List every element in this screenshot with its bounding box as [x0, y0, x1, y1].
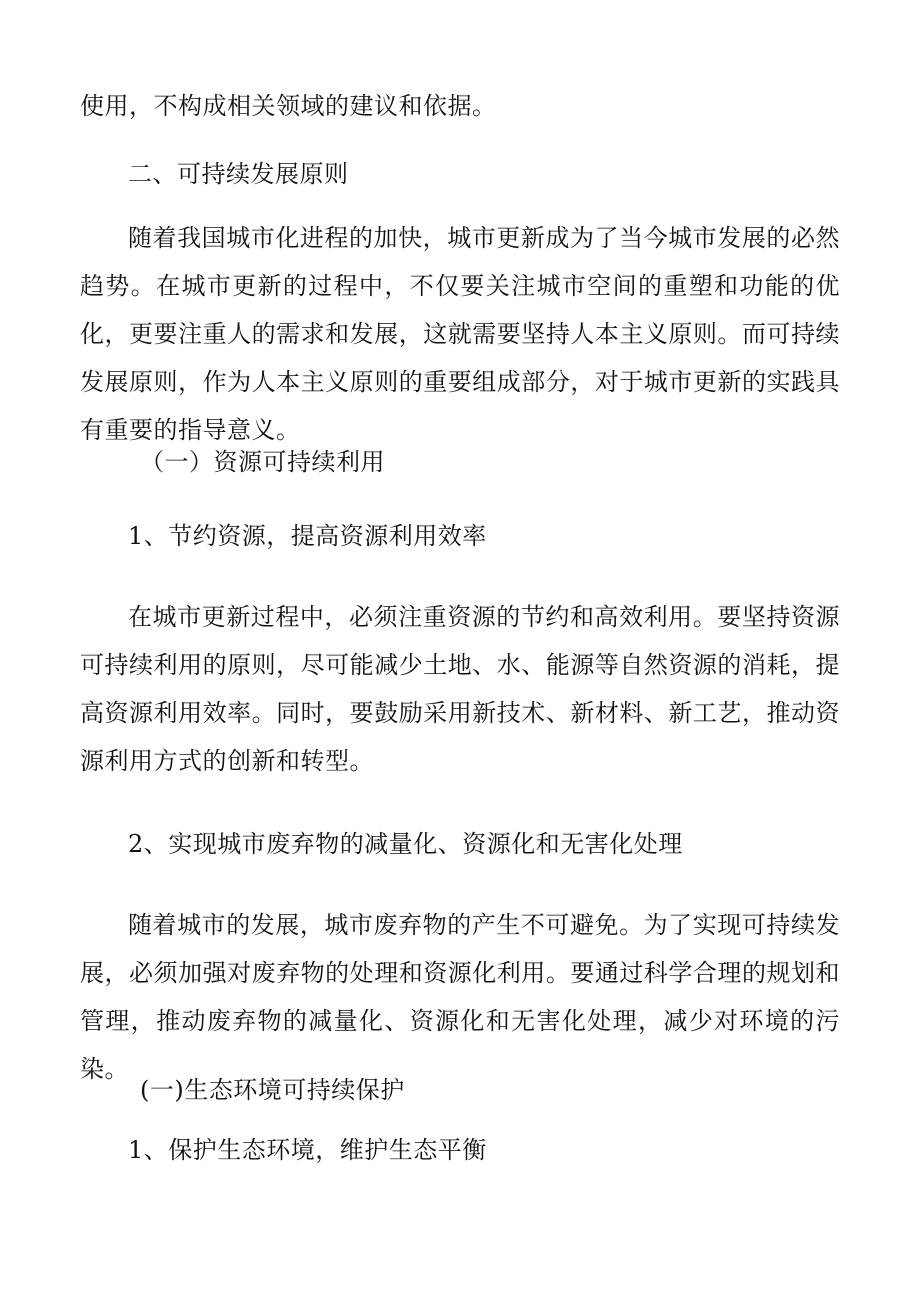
continuation-line: 使用，不构成相关领域的建议和依据。 — [80, 92, 497, 120]
section-title: 二、可持续发展原则 — [128, 160, 349, 188]
intro-paragraph: 随着我国城市化进程的加快，城市更新成为了当今城市发展的必然趋势。在城市更新的过程中，不仅要关注城市空间的重塑和功能的优化，更要注重人的需求和发展，这就需要坚持人本主义原则。而可持续发展原则，作为人本主义原则的重要组成部分，对于城市更新的实践具有重要的指导意义。 — [80, 224, 840, 444]
item-2-title: 2、实现城市废弃物的减量化、资源化和无害化处理 — [128, 830, 683, 858]
item-1-title: 1、节约资源，提高资源利用效率 — [128, 522, 487, 550]
item-3-title: 1、保护生态环境，维护生态平衡 — [128, 1136, 487, 1164]
subsection-1-title: （一）资源可持续利用 — [140, 448, 385, 476]
subsection-2-title: (一)生态环境可持续保护 — [140, 1076, 405, 1104]
item-1-paragraph: 在城市更新过程中，必须注重资源的节约和高效利用。要坚持资源可持续利用的原则，尽可能减少土地、水、能源等自然资源的消耗，提高资源利用效率。同时，要鼓励采用新技术、新材料、新工艺，推动资源利用方式的创新和转型。 — [80, 603, 840, 775]
item-2-paragraph: 随着城市的发展，城市废弃物的产生不可避免。为了实现可持续发展，必须加强对废弃物的处理和资源化利用。要通过科学合理的规划和管理，推动废弃物的减量化、资源化和无害化处理，减少对环境的污染。 — [80, 911, 840, 1083]
